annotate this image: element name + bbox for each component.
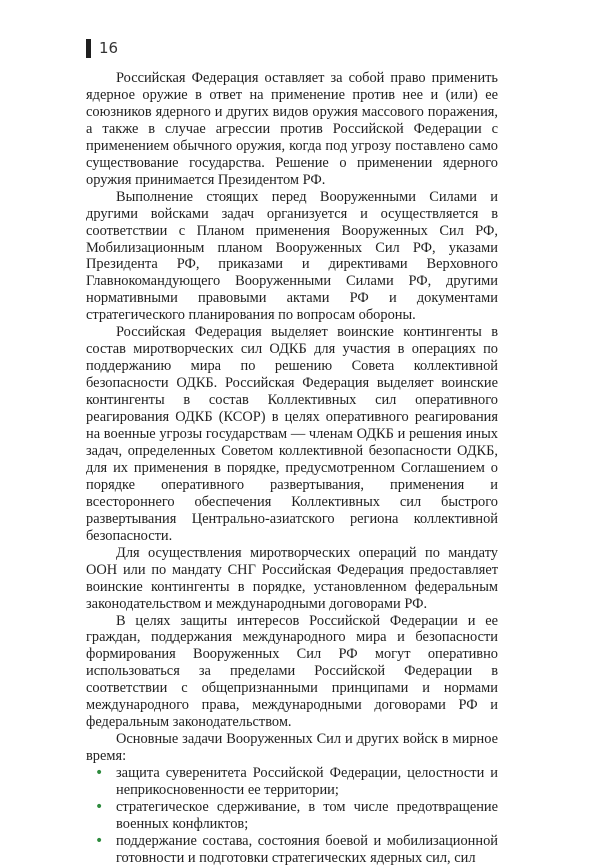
bullet-icon: • bbox=[95, 832, 104, 849]
tasks-list bbox=[86, 765, 498, 867]
bullet-icon: • bbox=[95, 765, 104, 782]
list-item bbox=[86, 833, 498, 867]
bullet-icon: • bbox=[95, 798, 104, 815]
page-number: 16 bbox=[99, 39, 119, 57]
list-item-text: защита суверенитета Российской Федерации, целостности и неприкосновенности ее территории; bbox=[116, 765, 498, 799]
paragraph: В целях защиты интересов Российской Федерации и ее граждан, поддержания международного мира и безопасности формирования Вооруженных Сил РФ могут оперативно использоваться за пределами Российской Федерации в соответствии с общепризнанными принципами и нормами международного права, международными договорами РФ и федеральным законодательством. bbox=[86, 612, 498, 731]
paragraph: Российская Федерация выделяет воинские контингенты в состав миротворческих сил ОДКБ для участия в операциях по поддержанию мира по решению Совета коллективной безопасности ОДКБ. Российская Федерация выделяет воинские контингенты в состав Коллективных сил оперативного реагирования ОДКБ (КСОР) в целях оперативного реагирования на военные угрозы государствам — членам ОДКБ и решения иных задач, определенных Советом коллективной безопасности ОДКБ, для их применения в порядке, предусмотренном Соглашением о порядке оперативного развертывания, применения и всестороннего обеспечения Коллективных сил быстрого развертывания Центрально-азиатского региона коллективной безопасности. bbox=[86, 324, 498, 544]
list-intro: Основные задачи Вооруженных Сил и других войск в мирное время: bbox=[86, 731, 498, 765]
list-item bbox=[86, 799, 498, 833]
paragraph: Российская Федерация оставляет за собой право применить ядерное оружие в ответ на применение против нее и (или) ее союзников ядерного и других видов оружия массового поражения, а также в случае агрессии против Российской Федерации с применением обычного оружия, когда под угрозу поставлено само существование государства. Решение о применении ядерного оружия принимается Президентом РФ. bbox=[86, 70, 498, 188]
list-item-text: поддержание состава, состояния боевой и мобилизационной готовности и подготовки стратегических ядерных сил, сил bbox=[116, 832, 498, 866]
paragraph: Выполнение стоящих перед Вооруженными Силами и другими войсками задач организуется и осуществляется в соответствии с Планом применения Вооруженных Сил РФ, Мобилизационным планом Вооруженных Сил РФ, указами Президента РФ, приказами и директивами Верховного Главнокомандующего Вооруженными Силами РФ, другими нормативными правовыми актами РФ и документами стратегического планирования по вопросам обороны. bbox=[86, 188, 498, 324]
body-text bbox=[86, 70, 498, 867]
list-item-text: стратегическое сдерживание, в том числе предотвращение военных конфликтов; bbox=[116, 798, 498, 832]
list-item bbox=[86, 765, 498, 799]
paragraph: Для осуществления миротворческих операций по мандату ООН или по мандату СНГ Российская Федерация предоставляет воинские контингенты в порядке, установленном федеральным законодательством и международными договорами РФ. bbox=[86, 544, 498, 612]
header-bar bbox=[86, 39, 91, 58]
